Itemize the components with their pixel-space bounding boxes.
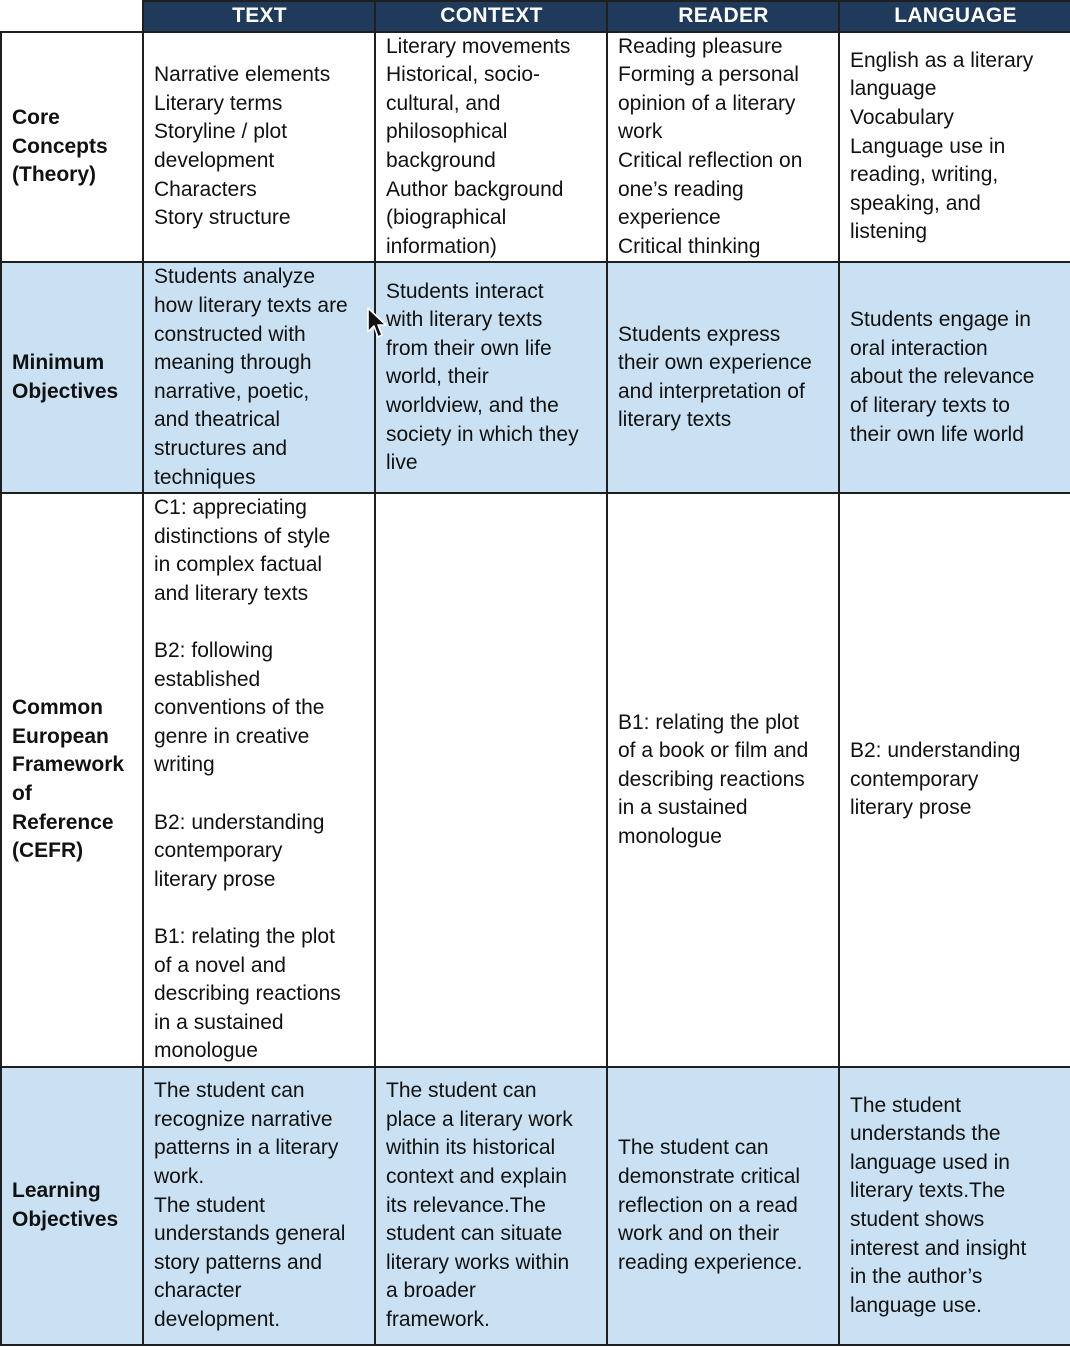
row-label-minimum-objectives: Minimum Objectives (1, 262, 143, 493)
cell-core-concepts-language: English as a literary language Vocabulary Language use in reading, writing, speaking, and listening (839, 32, 1070, 263)
table-row-learning-objectives (1, 1067, 1070, 1345)
table-row-core-concepts (1, 32, 1070, 263)
cell-minimum-objectives-text: Students analyze how literary texts are constructed with meaning through narrative, poetic, and theatrical structures and techniques (143, 262, 375, 493)
column-header-language: LANGUAGE (839, 1, 1070, 32)
cell-cefr-reader: B1: relating the plot of a book or film and describing reactions in a sustained monologue (607, 493, 839, 1067)
cell-cefr-language: B2: understanding contemporary literary prose (839, 493, 1070, 1067)
table-row-cefr (1, 493, 1070, 1067)
table-row-minimum-objectives (1, 262, 1070, 493)
cell-learning-objectives-reader: The student can demonstrate critical reflection on a read work and on their reading experience. (607, 1067, 839, 1345)
cell-learning-objectives-context: The student can place a literary work within its historical context and explain its relevance.The student can situate literary works within a broader framework. (375, 1067, 607, 1345)
cell-cefr-text: C1: appreciating distinctions of style in complex factual and literary texts B2: following established conventions of the genre in creative writing B2: understanding contemporary literary prose B1: relating the plot of a novel and describing reactions in a sustained monologue (143, 493, 375, 1067)
cell-core-concepts-context: Literary movements Historical, socio- cultural, and philosophical background Author background (biographical information) (375, 32, 607, 263)
row-label-learning-objectives: Learning Objectives (1, 1067, 143, 1345)
cell-minimum-objectives-reader: Students express their own experience and interpretation of literary texts (607, 262, 839, 493)
cell-minimum-objectives-language: Students engage in oral interaction about the relevance of literary texts to their own life world (839, 262, 1070, 493)
corner-cell (1, 1, 143, 32)
column-header-text: TEXT (143, 1, 375, 32)
column-header-context: CONTEXT (375, 1, 607, 32)
cell-cefr-context (375, 493, 607, 1067)
row-label-core-concepts: Core Concepts (Theory) (1, 32, 143, 263)
cell-learning-objectives-text: The student can recognize narrative patterns in a literary work. The student understands general story patterns and character development. (143, 1067, 375, 1345)
cell-core-concepts-text: Narrative elements Literary terms Storyline / plot development Characters Story structure (143, 32, 375, 263)
column-header-reader: READER (607, 1, 839, 32)
cell-minimum-objectives-context: Students interact with literary texts from their own life world, their worldview, and the society in which they live (375, 262, 607, 493)
cell-core-concepts-reader: Reading pleasure Forming a personal opinion of a literary work Critical reflection on one’s reading experience Critical thinking (607, 32, 839, 263)
row-label-cefr: Common European Framework of Reference (CEFR) (1, 493, 143, 1067)
header-row (1, 1, 1070, 32)
cell-learning-objectives-language: The student understands the language used in literary texts.The student shows interest and insight in the author’s language use. (839, 1067, 1070, 1345)
